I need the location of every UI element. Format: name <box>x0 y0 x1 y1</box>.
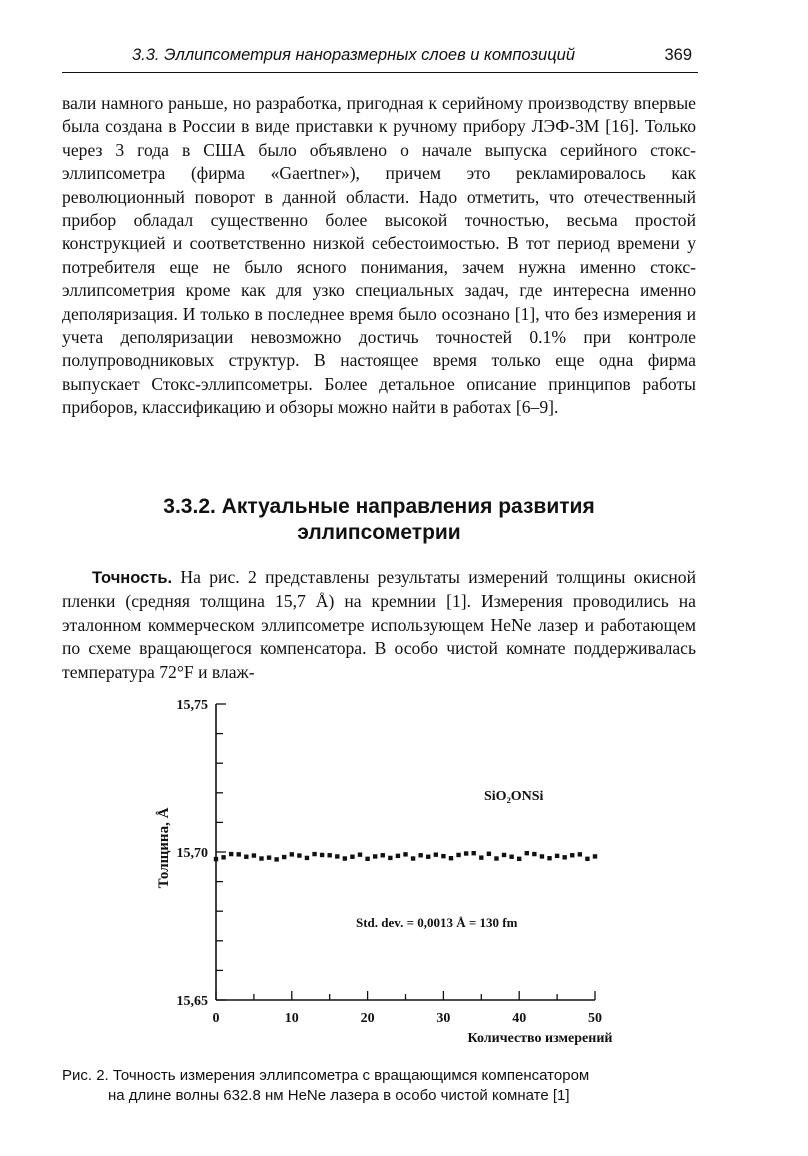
data-point <box>502 853 506 857</box>
data-point <box>464 851 468 855</box>
data-point <box>312 852 316 856</box>
data-point <box>214 857 218 861</box>
paragraph-2 <box>62 566 696 684</box>
paragraph-2-text: На рис. 2 представлены результаты измерений толщины окисной пленки (средняя толщина 15,7 Å) на кремнии [1]. Измерения проводились на эталонном коммерческом эллипсометре использующем HeNe лазер и работающем по схеме вращающегося компенсатора. В особо чистой комнате поддерживалась температура 72°F и влаж- <box>62 567 696 682</box>
paragraph-1: вали намного раньше, но разработка, пригодная к серийному производству впервые была создана в России в виде приставки к ручному прибору ЛЭФ-3М [16]. Только через 3 года в США было объявлено о начале выпуска серийного стокс-эллипсометра (фирма «Gaertner»), причем это рекламировалось как революционный поворот в данной области. Надо отметить, что отечественный прибор обладал существенно более высокой точностью, весьма простой конструкцией и соответственно низкой себестоимостью. В тот период времени у потребителя еще не было ясного понимания, зачем нужна именно стокс-эллипсометрия кроме как для узко специальных задач, где интересна именно деполяризация. И только в последнее время было осознано [1], что без измерения и учета деполяризации невозможно достичь точностей 0.1% при контроле полупроводниковых структур. В настоящее время только еще одна фирма выпускает Стокс-эллипсометры. Более детальное описание принципов работы приборов, классификацию и обзоры можно найти в работах [6–9]. <box>62 93 696 418</box>
data-point <box>282 855 286 859</box>
caption-line-2: на длине волны 632.8 нм HeNe лазера в особо чистой комнате [1] <box>108 1087 570 1104</box>
x-tick-label: 20 <box>360 1011 375 1026</box>
running-head <box>62 44 698 73</box>
data-point <box>343 856 347 860</box>
data-point <box>472 851 476 855</box>
section-heading-line1: 3.3.2. Актуальные направления развития <box>163 495 595 518</box>
data-point <box>252 853 256 857</box>
data-point <box>290 852 294 856</box>
data-point <box>403 852 407 856</box>
data-point <box>259 856 263 860</box>
data-point <box>525 851 529 855</box>
thickness-chart <box>140 690 640 1060</box>
chart-points <box>214 851 597 862</box>
caption-line-1: Рис. 2. Точность измерения эллипсометра с вращающимся компенсатором <box>62 1067 590 1084</box>
data-point <box>540 854 544 858</box>
data-point <box>509 855 513 859</box>
data-point <box>320 853 324 857</box>
data-point <box>381 853 385 857</box>
data-point <box>517 857 521 861</box>
data-point <box>365 857 369 861</box>
data-point <box>229 852 233 856</box>
y-tick-label: 15,70 <box>176 846 208 861</box>
page-number: 369 <box>664 46 692 64</box>
data-point <box>570 853 574 857</box>
data-point <box>297 853 301 857</box>
data-point <box>532 852 536 856</box>
x-tick-label: 50 <box>588 1011 602 1026</box>
figure-2 <box>140 690 640 1060</box>
data-point <box>411 856 415 860</box>
data-point <box>585 857 589 861</box>
data-point <box>305 856 309 860</box>
data-point <box>350 855 354 859</box>
data-point <box>494 856 498 860</box>
data-point <box>441 854 445 858</box>
data-point <box>449 856 453 860</box>
paragraph-2-lead: Точность. <box>92 569 173 587</box>
data-point <box>479 855 483 859</box>
section-heading <box>62 494 696 546</box>
data-point <box>547 856 551 860</box>
data-point <box>396 854 400 858</box>
data-point <box>593 854 597 858</box>
chart-axes <box>216 704 595 1000</box>
data-point <box>373 854 377 858</box>
y-tick-label: 15,65 <box>176 994 208 1009</box>
data-point <box>221 855 225 859</box>
data-point <box>274 857 278 861</box>
x-tick-label: 30 <box>436 1011 451 1026</box>
data-point <box>358 852 362 856</box>
data-point <box>418 853 422 857</box>
running-title: 3.3. Эллипсометрия наноразмерных слоев и композиций <box>132 46 576 64</box>
x-tick-label: 40 <box>512 1011 527 1026</box>
sample-label: SiO₂ONSi <box>484 789 544 804</box>
data-point <box>335 854 339 858</box>
data-point <box>388 856 392 860</box>
data-point <box>562 855 566 859</box>
section-heading-line2: эллипсометрии <box>297 521 461 544</box>
data-point <box>456 853 460 857</box>
x-tick-label: 10 <box>284 1011 299 1026</box>
y-axis-label: Толщина, Å <box>156 807 172 889</box>
data-point <box>555 854 559 858</box>
data-point <box>487 852 491 856</box>
data-point <box>267 855 271 859</box>
x-tick-label: 0 <box>212 1011 220 1026</box>
std-dev-label: Std. dev. = 0,0013 Å = 130 fm <box>356 915 518 930</box>
x-axis-label: Количество измерений <box>467 1031 613 1046</box>
data-point <box>244 855 248 859</box>
data-point <box>434 852 438 856</box>
data-point <box>328 853 332 857</box>
data-point <box>237 852 241 856</box>
data-point <box>578 852 582 856</box>
y-tick-label: 15,75 <box>176 698 208 713</box>
data-point <box>426 855 430 859</box>
chart-ticks <box>177 698 603 1026</box>
figure-caption <box>62 1066 698 1106</box>
